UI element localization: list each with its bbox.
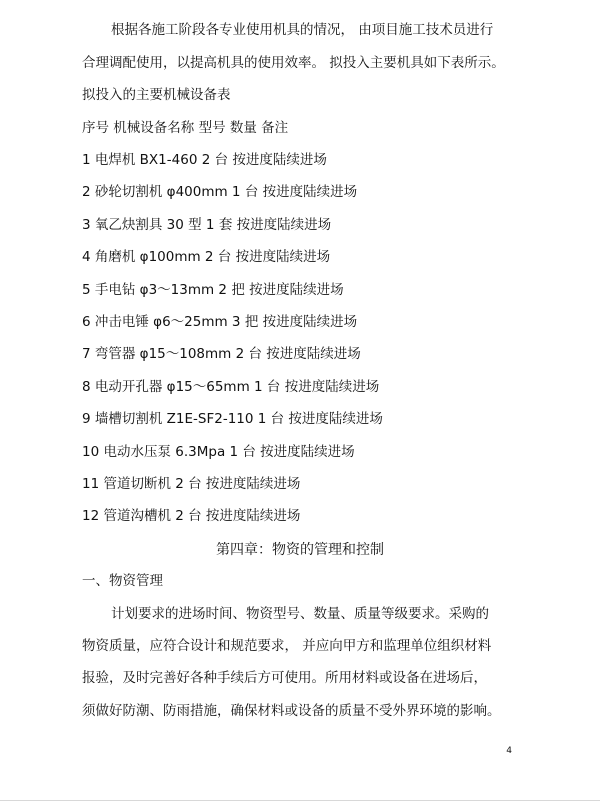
table-header: 序号 机械设备名称 型号 数量 备注: [82, 120, 289, 136]
equipment-row: 5 手电钻 φ3～13mm 2 把 按进度陆续进场: [82, 282, 344, 298]
equipment-row: 10 电动水压泵 6.3Mpa 1 台 按进度陆续进场: [82, 444, 355, 460]
equipment-row: 11 管道切断机 2 台 按进度陆续进场: [82, 476, 301, 492]
equipment-row: 9 墙槽切割机 Z1E-SF2-110 1 台 按进度陆续进场: [82, 411, 383, 427]
equipment-row: 4 角磨机 φ100mm 2 台 按进度陆续进场: [82, 249, 331, 265]
body-line-4: 须做好防潮、防雨措施，确保材料或设备的质量不受外界环境的影响。: [82, 703, 501, 719]
equipment-row: 12 管道沟槽机 2 台 按进度陆续进场: [82, 508, 301, 524]
body-line-1: 计划要求的进场时间、物资型号、数量、质量等级要求。采购的: [111, 606, 489, 622]
intro-line-1: 根据各施工阶段各专业使用机具的情况， 由项目施工技术员进行: [111, 22, 494, 38]
intro-line-2: 合理调配使用，以提高机具的使用效率。 拟投入主要机具如下表所示。: [82, 55, 505, 71]
chapter-title: 第四章：物资的管理和控制: [216, 542, 384, 558]
equipment-row: 7 弯管器 φ15～108mm 2 台 按进度陆续进场: [82, 346, 361, 362]
section-title: 一、物资管理: [82, 573, 163, 589]
page-number: 4: [506, 746, 512, 756]
equipment-row: 2 砂轮切割机 φ400mm 1 台 按进度陆续进场: [82, 184, 358, 200]
table-title: 拟投入的主要机械设备表: [82, 87, 231, 103]
equipment-row: 8 电动开孔器 φ15～65mm 1 台 按进度陆续进场: [82, 379, 380, 395]
equipment-row: 1 电焊机 BX1-460 2 台 按进度陆续进场: [82, 152, 327, 168]
equipment-row: 6 冲击电锤 φ6～25mm 3 把 按进度陆续进场: [82, 314, 358, 330]
equipment-row: 3 氧乙炔割具 30 型 1 套 按进度陆续进场: [82, 217, 332, 233]
body-line-2: 物资质量，应符合设计和规范要求， 并应向甲方和监理单位组织材料: [82, 638, 492, 654]
page-bottom-edge: [0, 800, 600, 801]
body-line-3: 报验，及时完善好各种手续后方可使用。所用材料或设备在进场后，: [82, 670, 487, 686]
